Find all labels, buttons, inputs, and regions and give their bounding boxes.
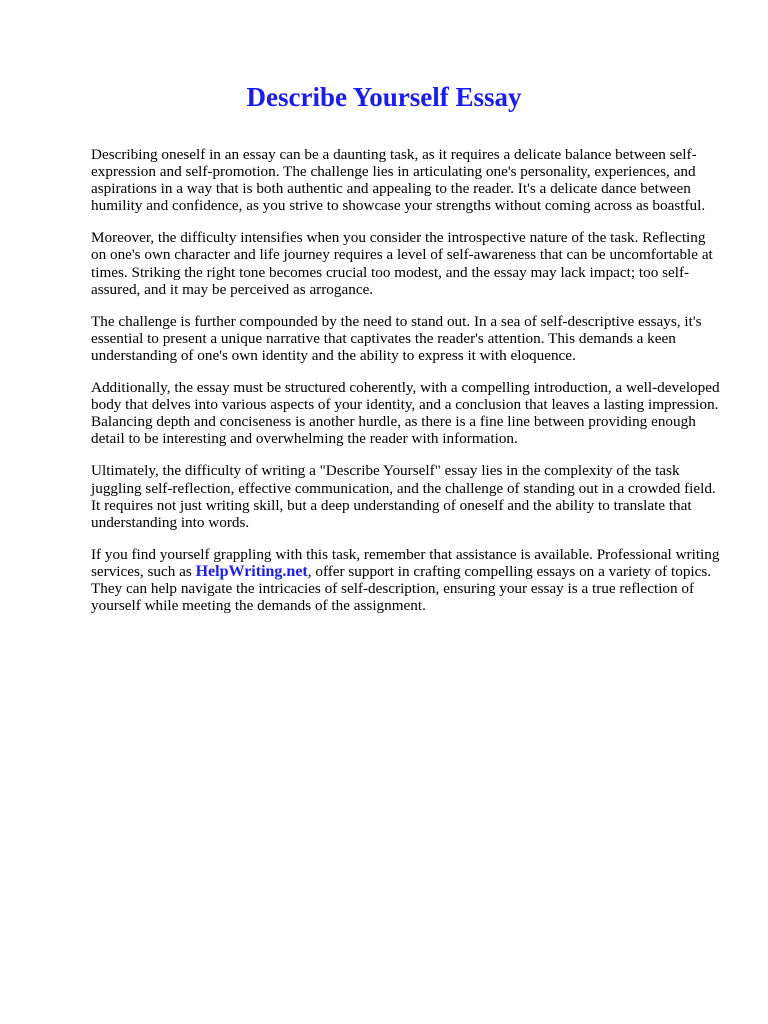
paragraph-4: Additionally, the essay must be structured coherently, with a compelling introduction, a well-developed body that delves into various aspects of your identity, and a conclusion that leaves a lasting impression. Balancing depth and conciseness is another hurdle, as there is a fine line between providing enough detail to be interesting and overwhelming the reader with information. — [91, 379, 720, 448]
paragraph-6-lead-text: If you find yourself grappling with this task, remember that assistance is available. Professional writing services, such as — [91, 545, 720, 580]
paragraph-2: Moreover, the difficulty intensifies when you consider the introspective nature of the task. Reflecting on one's own character and life journey requires a level of self-awareness that can be uncomfortable at times. Striking the right tone becomes crucial too modest, and the essay may lack impact; too self-assured, and it may be perceived as arrogance. — [91, 229, 713, 298]
paragraph-1: Describing oneself in an essay can be a daunting task, as it requires a delicate balance between self-expression and self-promotion. The challenge lies in articulating one's personality, experiences, and aspirations in a way that is both authentic and appealing to the reader. It's a delicate dance between humility and confidence, as you strive to showcase your strengths without coming across as boastful. — [91, 146, 706, 215]
helpwriting-link[interactable]: HelpWriting.net — [195, 562, 308, 580]
paragraph-3: The challenge is further compounded by the need to stand out. In a sea of self-descriptive essays, it's essential to present a unique narrative that captivates the reader's attention. This demands a keen understanding of one's own identity and the ability to express it with eloquence. — [91, 312, 702, 364]
page-title: Describe Yourself Essay — [246, 82, 522, 112]
essay-body — [91, 146, 721, 629]
paragraph-6-trail-text: , offer support in crafting compelling essays on a variety of topics. They can help navigate the intricacies of self-description, ensuring your essay is a true reflection of yourself while meeting the demands of the assignment. — [91, 562, 712, 615]
paragraph-6 — [91, 546, 721, 614]
paragraph-5: Ultimately, the difficulty of writing a "Describe Yourself" essay lies in the complexity of the task juggling self-reflection, effective communication, and the challenge of standing out in a crowded field. It requires not just writing skill, but a deep understanding of oneself and the ability to translate that understanding into words. — [91, 462, 716, 531]
